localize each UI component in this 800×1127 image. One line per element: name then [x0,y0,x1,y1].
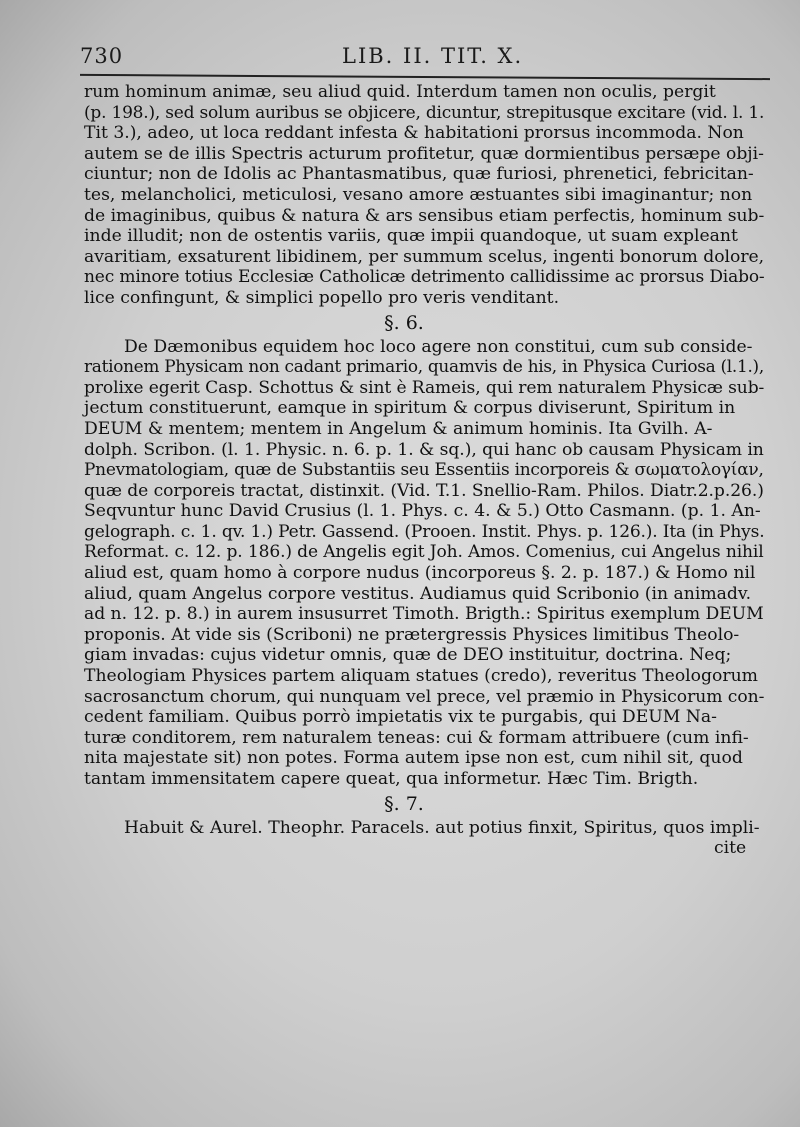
text-line: quæ de corporeis tractat, distinxit. (Vid. T.1. Snellio-Ram. Philos. Diatr.2.p.26.) [84,480,764,501]
text-line: DEUM & mentem; mentem in Angelum & animum hominis. Ita Gvilh. A- [84,418,713,439]
text-line: Habuit & Aurel. Theophr. Paracels. aut potius finxit, Spiritus, quos impli- [124,817,760,838]
text-line: nec minore totius Ecclesiæ Catholicæ detrimento callidissime ac prorsus Diabo- [84,267,765,288]
text-line: Pnevmatologiam, quæ de Substantiis seu Essentiis incorporeis & σωματολογίαν, [84,460,764,481]
body-text [84,82,764,859]
text-line: turæ conditorem, rem naturalem teneas: cui & formam attribuere (cum infi- [84,727,749,748]
text-line: tantam immensitatem capere queat, qua informetur. Hæc Tim. Brigth. [84,769,699,789]
text-line: avaritiam, exsaturent libidinem, per summum scelus, ingenti bonorum dolore, [84,246,765,267]
text-line: lice confingunt, & simplici popello pro veris venditant. [84,287,560,308]
page-header [80,44,760,74]
text-line: inde illudit; non de ostentis variis, quæ impii quandoque, ut suam expleant [84,226,738,247]
section-heading-7: §. 7. [384,792,424,815]
text-line: Reformat. c. 12. p. 186.) de Angelis egit Joh. Amos. Comenius, cui Angelus nihil [84,542,764,563]
text-line: nita majestate sit) non potes. Forma autem ipse non est, cum nihil sit, quod [84,748,743,769]
running-head: LIB. II. TIT. X. [342,44,524,68]
text-line: rationem Physicam non cadant primario, quamvis de his, in Physica Curiosa (l.1.), [84,357,764,378]
text-line: proponis. At vide sis (Scriboni) ne prætergressis Physices limitibus Theolo- [84,624,740,645]
text-line: autem se de illis Spectris acturum profitetur, quæ dormientibus persæpe obji- [84,143,764,164]
text-line: ad n. 12. p. 8.) in aurem insusurret Timoth. Brigth.: Spiritus exemplum DEUM [84,604,764,625]
text-line: cedent familiam. Quibus porrò impietatis vix te purgabis, qui DEUM Na- [84,707,717,728]
catchword: cite [714,838,747,859]
text-line: de imaginibus, quibus & natura & ars sensibus etiam perfectis, hominum sub- [84,205,765,226]
text-line: De Dæmonibus equidem hoc loco agere non constitui, cum sub conside- [124,336,753,357]
text-line: Seqvuntur hunc David Crusius (l. 1. Phys. c. 4. & 5.) Otto Casmann. (p. 1. An- [84,501,761,522]
text-line: (p. 198.), sed solum auribus se objicere, dicuntur, strepitusque excitare (vid. l. 1. [84,102,765,123]
page-number: 730 [80,44,124,68]
text-line: prolixe egerit Casp. Schottus & sint è Rameis, qui rem naturalem Physicæ sub- [84,377,765,398]
text-line: aliud, quam Angelus corpore vestitus. Audiamus quid Scribonio (in animadv. [84,583,752,604]
text-line: Theologiam Physices partem aliquam statues (credo), reveritus Theologorum [84,666,758,687]
text-line: ciuntur; non de Idolis ac Phantasmatibus, quæ furiosi, phrenetici, febricitan- [84,164,754,185]
text-line: rum hominum animæ, seu aliud quid. Interdum tamen non oculis, pergit [84,82,716,102]
text-line: Tit 3.), adeo, ut loca reddant infesta & habitationi prorsus incommoda. Non [84,123,744,144]
text-line: giam invadas: cujus videtur omnis, quæ de DEO instituitur, doctrina. Neq; [84,645,732,666]
header-rule [80,74,770,80]
text-line: gelograph. c. 1. qv. 1.) Petr. Gassend. (Prooen. Instit. Phys. p. 126.). Ita (in Phys. [84,521,765,542]
section-heading-6: §. 6. [384,311,424,334]
text-line: aliud est, quam homo à corpore nudus (incorporeus §. 2. p. 187.) & Homo nil [84,563,756,584]
text-line: jectum constituerunt, eamque in spiritum & corpus diviserunt, Spiritum in [84,398,736,419]
text-line: sacrosanctum chorum, qui nunquam vel prece, vel præmio in Physicorum con- [84,686,765,707]
text-line: dolph. Scribon. (l. 1. Physic. n. 6. p. 1. & sq.), qui hanc ob causam Physicam in [84,439,764,460]
text-line: tes, melancholici, meticulosi, vesano amore æstuantes sibi imaginantur; non [84,184,753,205]
